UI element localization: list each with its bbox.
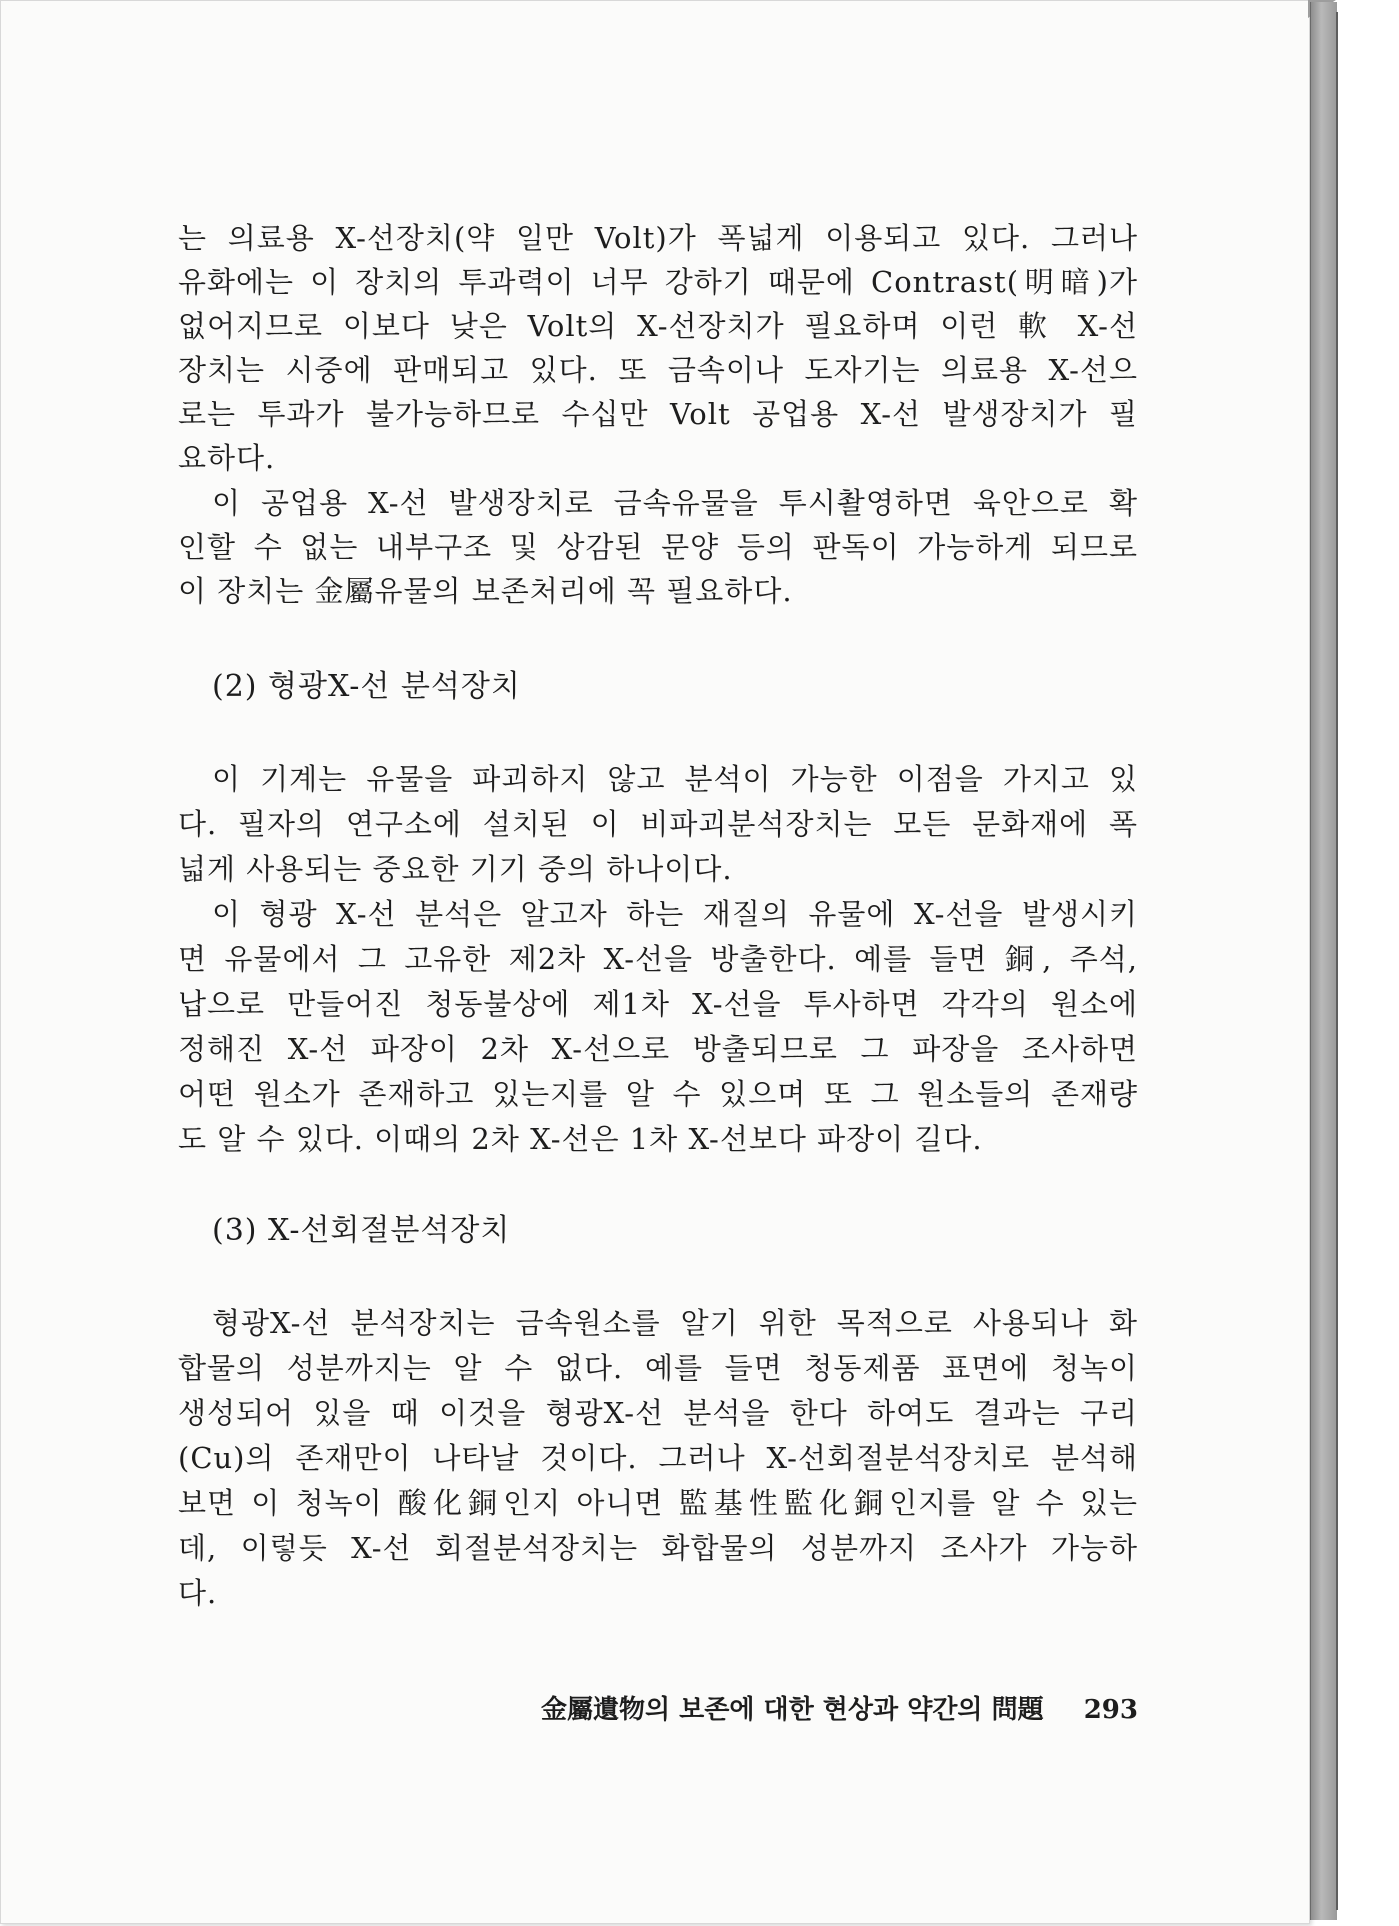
text-line: 면 유물에서 그 고유한 제2차 X-선을 방출한다. 예를 들면 銅, 주석, <box>178 942 1138 976</box>
page-fold-edge <box>1310 2 1337 1920</box>
text-line: 보면 이 청녹이 酸化銅인지 아니면 監基性監化銅인지를 알 수 있는 <box>178 1486 1138 1520</box>
text-line: 납으로 만들어진 청동불상에 제1차 X-선을 투사하면 각각의 원소에 <box>178 987 1138 1021</box>
text-line: 형광X-선 분석장치는 금속원소를 알기 위한 목적으로 사용되나 화 <box>212 1306 1138 1340</box>
page-fold-shadow <box>1336 12 1338 1910</box>
text-line: (Cu)의 존재만이 나타날 것이다. 그러나 X-선회절분석장치로 분석해 <box>178 1441 1138 1475</box>
text-line: 다. <box>178 1576 218 1610</box>
section-heading: (2) 형광X-선 분석장치 <box>212 669 521 704</box>
page-number: 293 <box>1083 1695 1138 1725</box>
text-line: 유화에는 이 장치의 투과력이 너무 강하기 때문에 Contrast(明暗)가 <box>178 265 1138 299</box>
text-line: 이 기계는 유물을 파괴하지 않고 분석이 가능한 이점을 가지고 있 <box>212 762 1138 796</box>
text-line: 이 장치는 金屬유물의 보존처리에 꼭 필요하다. <box>178 574 793 608</box>
text-line: 어떤 원소가 존재하고 있는지를 알 수 있으며 또 그 원소들의 존재량 <box>178 1077 1138 1111</box>
text-line: 로는 투과가 불가능하므로 수십만 Volt 공업용 X-선 발생장치가 필 <box>178 397 1138 431</box>
text-line: 이 형광 X-선 분석은 알고자 하는 재질의 유물에 X-선을 발생시키 <box>212 897 1138 931</box>
text-line: 는 의료용 X-선장치(약 일만 Volt)가 폭넓게 이용되고 있다. 그러나 <box>178 221 1138 255</box>
text-line: 정해진 X-선 파장이 2차 X-선으로 방출되므로 그 파장을 조사하면 <box>178 1032 1138 1066</box>
text-line: 데, 이렇듯 X-선 회절분석장치는 화합물의 성분까지 조사가 가능하 <box>178 1531 1138 1565</box>
text-line: 도 알 수 있다. 이때의 2차 X-선은 1차 X-선보다 파장이 길다. <box>178 1122 983 1156</box>
text-line: 합물의 성분까지는 알 수 없다. 예를 들면 청동제품 표면에 청녹이 <box>178 1351 1138 1385</box>
text-line: 장치는 시중에 판매되고 있다. 또 금속이나 도자기는 의료용 X-선으 <box>178 353 1138 387</box>
text-line: 다. 필자의 연구소에 설치된 이 비파괴분석장치는 모든 문화재에 폭 <box>178 807 1138 841</box>
text-line: 요하다. <box>178 441 276 475</box>
text-line: 인할 수 없는 내부구조 및 상감된 문양 등의 판독이 가능하게 되므로 <box>178 530 1138 564</box>
running-title: 金屬遺物의 보존에 대한 현상과 약간의 問題 <box>540 1695 1044 1725</box>
running-footer <box>178 1690 1138 1730</box>
text-line: 없어지므로 이보다 낮은 Volt의 X-선장치가 필요하며 이런 軟 X-선 <box>178 309 1138 343</box>
section-heading: (3) X-선회절분석장치 <box>212 1213 511 1248</box>
text-line: 생성되어 있을 때 이것을 형광X-선 분석을 한다 하여도 결과는 구리 <box>178 1396 1138 1430</box>
text-line: 이 공업용 X-선 발생장치로 금속유물을 투시촬영하면 육안으로 확 <box>212 486 1138 520</box>
text-line: 넓게 사용되는 중요한 기기 중의 하나이다. <box>178 852 733 886</box>
